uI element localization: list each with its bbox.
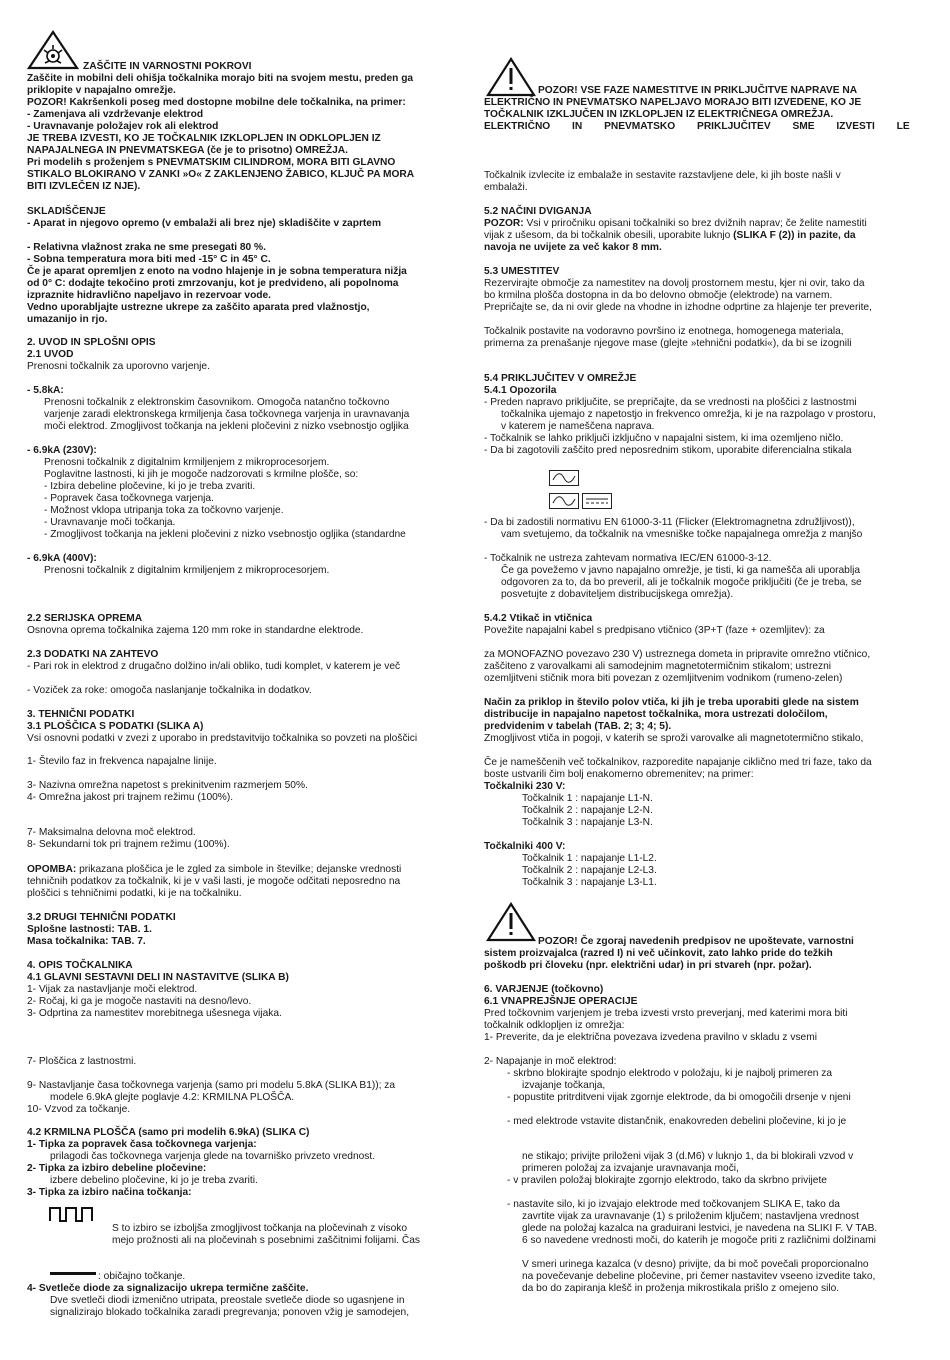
text-line: v katerem je nameščena naprava. — [501, 421, 655, 432]
text-line: Prenosni točkalnik z digitalnim krmiljenjem z mikroprocesorjem. — [44, 565, 330, 576]
list-item: - Da bi zagotovili zaščito pred neposrednim stikom, uporabite diferencialna stikala — [484, 445, 852, 456]
text-line: Splošne lastnosti: TAB. 1. — [27, 924, 152, 935]
protection-warning-icon — [27, 30, 79, 70]
list-item: 2- Tipka za izbiro debeline pločevine: — [27, 1163, 207, 1174]
text-line: na povečevanje debeline pločevine, pri čemer nastavitev vseeno izvedite tako, — [522, 1271, 876, 1282]
text-line: Pred točkovnim varjenjem je treba izvesti vrsto preverjanj, med katerimi mora biti — [484, 1008, 848, 1019]
text-line: navoja ne uvijete za več kakor 8 mm. — [484, 242, 662, 253]
text-line: Zaščite in mobilni deli ohišja točkalnika morajo biti na svojem mestu, preden ga — [27, 73, 414, 84]
text-line: NAPAJALNEGA IN PNEVMATSKEGA (če je to prisotno) OMREŽJA. — [27, 145, 348, 156]
text-line: za MONOFAZNO povezavo 230 V) ustreznega dometa in pripravite omrežno vtičnico, — [484, 649, 871, 660]
text-line: Točkalniki 400 V: — [484, 841, 566, 852]
list-item: - Preden napravo priključite, se prepričajte, da se vrednosti na ploščici z lastnostmi — [484, 397, 857, 408]
list-item: 1- Vijak za nastavljanje moči elektrod. — [27, 984, 198, 995]
text-line: STIKALO BLOKIRANO V ZANKI »O« Z ZAKLENJENO ŽABICO, KLJUČ PA MORA — [27, 169, 415, 180]
text-line: Točkalnik 2 : napajanje L2-N. — [522, 805, 653, 816]
dc-symbol-icon — [582, 493, 612, 509]
list-item: - nastavite silo, ki jo izvajajo elektrode med točkovanjem SLIKA E, tako da — [507, 1199, 840, 1210]
list-item: 1- Preverite, da je električna povezava izvedena pravilno v skladu z vsemi — [484, 1032, 817, 1043]
text-line: izbere debelino pločevine, ki jo je treba zvariti. — [50, 1175, 258, 1186]
text-line: Točkalnik 2 : napajanje L2-L3. — [522, 865, 657, 876]
text-line: Prepričajte se, da ni ovir glede na vhodne in izhodne odprtine za hlajenje ter preverite, — [484, 302, 872, 313]
text-line: Vsi osnovni podatki v zvezi z uporabo in predstavitvijo točkalnika so povzeti na ploščici — [27, 733, 418, 744]
text-line: modele 6.9kA glejte poglavje 4.2: KRMILNA PLOŠČA. — [50, 1092, 295, 1103]
text-line: Pri modelih s proženjem s PNEVMATSKIM CILINDROM, MORA BITI GLAVNO — [27, 157, 396, 168]
text-line: zaščiteno z varovalkami ali samodejnim magnetotermičnim stikalom; ustrezni — [484, 661, 832, 672]
note-line — [27, 864, 401, 876]
text-line: točkalnik odklopljen iz omrežja: — [484, 1020, 625, 1031]
subsection-heading: 2.1 UVOD — [27, 349, 74, 360]
list-item: 1- Število faz in frekvenca napajalne linije. — [27, 756, 217, 767]
text-line: odgovoren za to, da bo preveril, ali je točkalnik mogoče priključiti (če je treba, se — [501, 577, 862, 588]
section-heading: 2. UVOD IN SPLOŠNI OPIS — [27, 337, 156, 348]
subsection-heading: 3.1 PLOŠČICA S PODATKI (SLIKA A) — [27, 721, 204, 732]
list-item: 3- Tipka za izbiro načina točkanja: — [27, 1187, 192, 1198]
text-line: glede na položaj kazalca na graduirani lestvici, je navedena na SLIKI F. V TAB. — [522, 1223, 878, 1234]
text-line: izvajanje točkanja, — [522, 1080, 606, 1091]
list-item: 3- Nazivna omrežna napetost s prekinitvenim razmerjem 50%. — [27, 780, 308, 791]
list-item: - Zmogljivost točkanja na jekleni pločevini z nizko vsebnostjo ogljika (standardne — [44, 529, 406, 540]
text-line: V smeri urinega kazalca (v desno) privijte, da bi moč povečali proporcionalno — [522, 1259, 869, 1270]
pulse-waveform-icon — [49, 1206, 95, 1222]
text-line: Če ga povežemo v javno napajalno omrežje, je tisti, ki ga namešča ali uporablja — [501, 565, 861, 576]
warning-line: POZOR! Če zgoraj navedenih predpisov ne upoštevate, varnostni — [538, 936, 854, 947]
text-line: Če je nameščenih več točkalnikov, razporedite napajanje ciklično med tri faze, tako da — [484, 757, 872, 768]
list-item: - Voziček za roke: omogoča naslanjanje točkalnika in dodatkov. — [27, 685, 312, 696]
text-line: primeren položaj za izvajanje uravnavanja moči, — [522, 1163, 739, 1174]
text-line: primerna za prenašanje njegove mase (glejte »tehnični podatki«), da bi se izognili — [484, 338, 852, 349]
text-line: Če je aparat opremljen z enoto na vodno hlajenje in je sobna temperatura nižja — [27, 266, 407, 277]
text-line: Točkalnik 3 : napajanje L3-L1. — [522, 877, 657, 888]
subsection-heading: 5.3 UMESTITEV — [484, 266, 560, 277]
differential-breaker-icon — [549, 470, 579, 486]
text-line: ploščici s tehničnimi podatki, ki je na točkalniku. — [27, 888, 242, 899]
list-item: - Točkalnik se lahko priključi izključno v napajalni sistem, ki ima ozemljeno ničlo. — [484, 433, 844, 444]
caution-triangle-icon — [486, 902, 536, 942]
list-item: - Izbira debeline pločevine, ki jo je treba zvariti. — [44, 481, 256, 492]
text-line: Točkalnik izvlecite iz embalaže in sestavite razstavljene dele, ki jih boste našli v — [484, 170, 841, 181]
text-line: moči elektrod. Zmogljivost točkanja na jekleni pločevini z nizko vsebnostjo ogljika — [44, 421, 409, 432]
text-line: Točkalnik 3 : napajanje L3-N. — [522, 817, 653, 828]
note-text: prikazana ploščica je le zgled za simbole in številke; dejanske vrednosti — [76, 864, 402, 875]
text-line: izpraznite hidravlično napeljavo in rezervoar vode. — [27, 290, 272, 301]
text-line: : običajno točkanje. — [98, 1271, 186, 1282]
text-line: Točkalnik 1 : napajanje L1-L2. — [522, 853, 657, 864]
text-line: predvidenim v tabelah (TAB. 2; 3; 4; 5). — [484, 721, 672, 732]
text-line: Točkalniki 230 V: — [484, 781, 566, 792]
warning-line: ELEKTRIČNO IN PNEVMATSKO PRIKLJUČITEV SME IZVESTI LE — [484, 121, 910, 132]
text-line: bo krmilna plošča dostopna in da bo delovno območje (elektrode) na varnem. — [484, 290, 833, 301]
text-line: Zmogljivost vtiča in pogoji, v katerih se sproži varovalke ali magnetotermično stikalo, — [484, 733, 864, 744]
text-line: tehničnih podatkov za točkalnik, ki je v vaši lasti, je mogoče odčitati neposredno na — [27, 876, 401, 887]
subsection-heading: 2.2 SERIJSKA OPREMA — [27, 613, 143, 624]
text-line: Dve svetleči diodi izmenično utripata, preostale svetleče diode so ugasnjene in — [50, 1295, 405, 1306]
list-item: - v pravilen položaj blokirajte zgornjo elektrodo, tako da skrbno privijete — [507, 1175, 827, 1186]
warning-line: sistem proizvajalca (razred I) ni več učinkovit, zato lahko pride do težkih — [484, 948, 833, 959]
text-line: Vedno uporabljajte ustrezne ukrepe za zaščito aparata pred vlažnostjo, — [27, 302, 370, 313]
text-line: boste ustvarili čim bolj enakomerno obremenitev; na primer: — [484, 769, 754, 780]
section-heading: 6. VARJENJE (točkovno) — [484, 984, 604, 995]
text-line — [484, 230, 856, 242]
text-line: S to izbiro se izboljša zmogljivost točkanja na pločevinah z visoko — [112, 1223, 408, 1234]
section-heading: SKLADIŠČENJE — [27, 206, 106, 217]
text-line: vam svetujemo, da točkalnik na vmesniške točke napajalnega omrežja z manjšo — [501, 529, 863, 540]
list-item: - Pari rok in elektrod z drugačno dolžino in/ali obliko, tudi komplet, v katerem je več — [27, 661, 401, 672]
continuous-line-icon — [50, 1271, 96, 1277]
text-line: priklopite v napajalno omrežje. — [27, 85, 176, 96]
subsection-heading: 4.2 KRMILNA PLOŠČA (samo pri modelih 6.9kA) (SLIKA C) — [27, 1127, 310, 1138]
text-line: Povežite napajalni kabel s predpisano vtičnico (3P+T (faze + ozemljitev): za — [484, 625, 825, 636]
list-item: 2- Ročaj, ki ga je mogoče nastaviti na desno/levo. — [27, 996, 252, 1007]
list-item: 3- Odprtina za namestitev morebitnega ušesnega vijaka. — [27, 1008, 282, 1019]
text-line: Točkalnik postavite na vodoravno površino iz enotnega, homogenega materiala, — [484, 326, 844, 337]
text-line: zavrtite vijak za uravnavanje (1) s priloženim ključem; nastavljena vrednost — [522, 1211, 859, 1222]
text-line: signalizirajo blokado točkalnika zaradi pregrevanja; ponoven vžig je samodejen, — [50, 1307, 410, 1318]
list-item: 4- Svetleče diode za signalizacijo ukrepa termične zaščite. — [27, 1283, 309, 1294]
caution-label: POZOR: — [484, 218, 524, 229]
text-line: točkalnika ujemajo z napetostjo in frekvenco omrežja, ki je na razpolago v prostoru, — [501, 409, 876, 420]
text-line: od 0° C: dodajte tekočino proti zmrzovanju, kot je predvideno, ali popolnoma — [27, 278, 399, 289]
subsection-heading: 2.3 DODATKI NA ZAHTEVO — [27, 649, 159, 660]
warning-line: poškodb pri človeku (npr. električni udar) in pri stvareh (npr. požar). — [484, 960, 812, 971]
text-line — [484, 218, 867, 230]
text-line: Masa točkalnika: TAB. 7. — [27, 936, 146, 947]
subsection-heading: 3.2 DRUGI TEHNIČNI PODATKI — [27, 912, 176, 923]
text-line: ne stikajo; privijte priloženi vijak 3 (d.M6) v luknjo 1, da bi blokirali vzvod v — [522, 1151, 854, 1162]
protection-heading: ZAŠČITE IN VARNOSTNI POKROVI — [83, 61, 252, 72]
subsection-heading: 4.1 GLAVNI SESTAVNI DELI IN NASTAVITVE (SLIKA B) — [27, 972, 289, 983]
warning-line: ELEKTRIČNO IN PNEVMATSKO NAPELJAVO MORAJO BITI IZVEDENE, KO JE — [484, 97, 862, 108]
text-part-bold: (SLIKA F (2)) in pazite, da — [733, 230, 856, 241]
list-item: 1- Tipka za popravek časa točkovnega varjenja: — [27, 1139, 257, 1150]
text-line: Osnovna oprema točkalnika zajema 120 mm roke in standardne elektrode. — [27, 625, 364, 636]
text-line: Točkalnik 1 : napajanje L1-N. — [522, 793, 653, 804]
text-line: umazanijo in rjo. — [27, 314, 108, 325]
section-heading: 3. TEHNIČNI PODATKI — [27, 709, 135, 720]
list-item: - 5.8kA: — [27, 385, 64, 396]
list-item: 9- Nastavljanje časa točkovnega varjenja (samo pri modelu 5.8kA (SLIKA B1)); za — [27, 1080, 396, 1091]
list-item: - Sobna temperatura mora biti med -15° C in 45° C. — [27, 254, 271, 265]
list-item: - Relativna vlažnost zraka ne sme presegati 80 %. — [27, 242, 266, 253]
text-line: Poglavitne lastnosti, ki jih je mogoče nadzorovati s krmilne plošče, so: — [44, 469, 359, 480]
text-line: distribucije in napajalno napetost točkalnika, mora ustrezati določilom, — [484, 709, 828, 720]
text-line: Način za priklop in število polov vtiča, ki jih je treba uporabiti glede na sistem — [484, 697, 859, 708]
list-item: - Točkalnik ne ustreza zahtevam normativa IEC/EN 61000-3-12. — [484, 553, 772, 564]
list-item: 8- Sekundarni tok pri trajnem režimu (100%). — [27, 839, 230, 850]
text-line: prilagodi čas točkovnega varjenja glede na tovarniško privzeto vrednost. — [50, 1151, 376, 1162]
list-item: - Zamenjava ali vzdrževanje elektrod — [27, 109, 204, 120]
subsection-heading: 5.2 NAČINI DVIGANJA — [484, 206, 592, 217]
subsection-heading: 5.4.1 Opozorila — [484, 385, 557, 396]
differential-breaker-icon — [549, 493, 579, 509]
warning-line: TOČKALNIK IZKLJUČEN IN IZKLOPLJEN IZ ELEKTRIČNEGA OMREŽJA. — [484, 109, 834, 120]
text-line: Prenosni točkalnik z elektronskim časovnikom. Omogoča natančno točkovno — [44, 397, 390, 408]
text-line: Prenosni točkalnik za uporovno varjenje. — [27, 361, 210, 372]
list-item: - Možnost vklopa utripanja toka za točkovno varjenje. — [44, 505, 284, 516]
list-item: 7- Ploščica z lastnostmi. — [27, 1056, 137, 1067]
text-line: POZOR! Kakršenkoli poseg med dostopne mobilne dele točkalnika, na primer: — [27, 97, 406, 108]
list-item: - skrbno blokirajte spodnjo elektrodo v položaju, ki je najbolj primeren za — [507, 1068, 833, 1079]
list-item: - popustite pritrditveni vijak zgornje elektrode, da bi omogočili drsenje v njeni — [507, 1092, 851, 1103]
warning-line: POZOR! VSE FAZE NAMESTITVE IN PRIKLJUČITVE NAPRAVE NA — [538, 85, 858, 96]
list-item: 4- Omrežna jakost pri trajnem režimu (100%). — [27, 792, 234, 803]
note-label: OPOMBA: — [27, 864, 77, 875]
list-item: - Popravek časa točkovnega varjenja. — [44, 493, 214, 504]
list-item: - med elektrode vstavite distančnik, enakovreden debelini pločevine, ki jo je — [507, 1116, 847, 1127]
list-item: 2- Napajanje in moč elektrod: — [484, 1056, 617, 1067]
text-line: varjenje zaradi elektronskega krmiljenja časa točkovnega varjenja in uravnavanja — [44, 409, 410, 420]
text-line: ozemljitveni stičnik mora biti povezan z ozemljitvenim vodnikom (rumeno-zelen) — [484, 673, 843, 684]
text-line: BITI IZVLEČEN IZ NJE). — [27, 181, 141, 192]
section-heading: 4. OPIS TOČKALNIKA — [27, 960, 133, 971]
text-line: embalaži. — [484, 182, 528, 193]
text-line: 6 so navedene vrednosti moči, do katerih je mogoče priti z različnimi dolžinami — [522, 1235, 876, 1246]
text-line: da bo do zapiranja klešč in proženja mikrostikala prišlo z omejeno silo. — [522, 1283, 840, 1294]
subsection-heading: 6.1 VNAPREJŠNJE OPERACIJE — [484, 996, 638, 1007]
text-line: mejo prožnosti ali na pločevinah s posebnimi zaščitnimi folijami. Čas — [112, 1235, 421, 1246]
text-line: Prenosni točkalnik z digitalnim krmiljenjem z mikroprocesorjem. — [44, 457, 330, 468]
list-item: - 6.9kA (400V): — [27, 553, 97, 564]
subsection-heading: 5.4 PRIKLJUČITEV V OMREŽJE — [484, 373, 637, 384]
caution-triangle-icon — [486, 57, 536, 97]
list-item: 10- Vzvod za točkanje. — [27, 1104, 131, 1115]
list-item: - Aparat in njegovo opremo (v embalaži ali brez nje) skladiščite v zaprtem — [27, 218, 382, 229]
text-line: posvetujte z dobaviteljem distribucijskega omrežja). — [501, 589, 734, 600]
text-part: vijak z ušesom, da bi točkalnik obesili, uporabite luknjo — [484, 230, 734, 241]
list-item: - Da bi zadostili normativu EN 61000-3-11 (Flicker (Elektromagnetna združljivost)), — [484, 517, 855, 528]
list-item: - Uravnavanje položajev rok ali elektrod — [27, 121, 219, 132]
caution-text: Vsi v priročniku opisani točkalniki so brez dvižnih naprav; če želite namestiti — [523, 218, 867, 229]
text-line: JE TREBA IZVESTI, KO JE TOČKALNIK IZKLOPLJEN IN ODKLOPLJEN IZ — [27, 133, 381, 144]
list-item: - Uravnavanje moči točkanja. — [44, 517, 176, 528]
text-line: Rezervirajte območje za namestitev na dovolj prostornem mestu, kjer ni ovir, tako da — [484, 278, 865, 289]
list-item: 7- Maksimalna delovna moč elektrod. — [27, 827, 196, 838]
subsection-heading: 5.4.2 Vtikač in vtičnica — [484, 613, 593, 624]
list-item: - 6.9kA (230V): — [27, 445, 97, 456]
